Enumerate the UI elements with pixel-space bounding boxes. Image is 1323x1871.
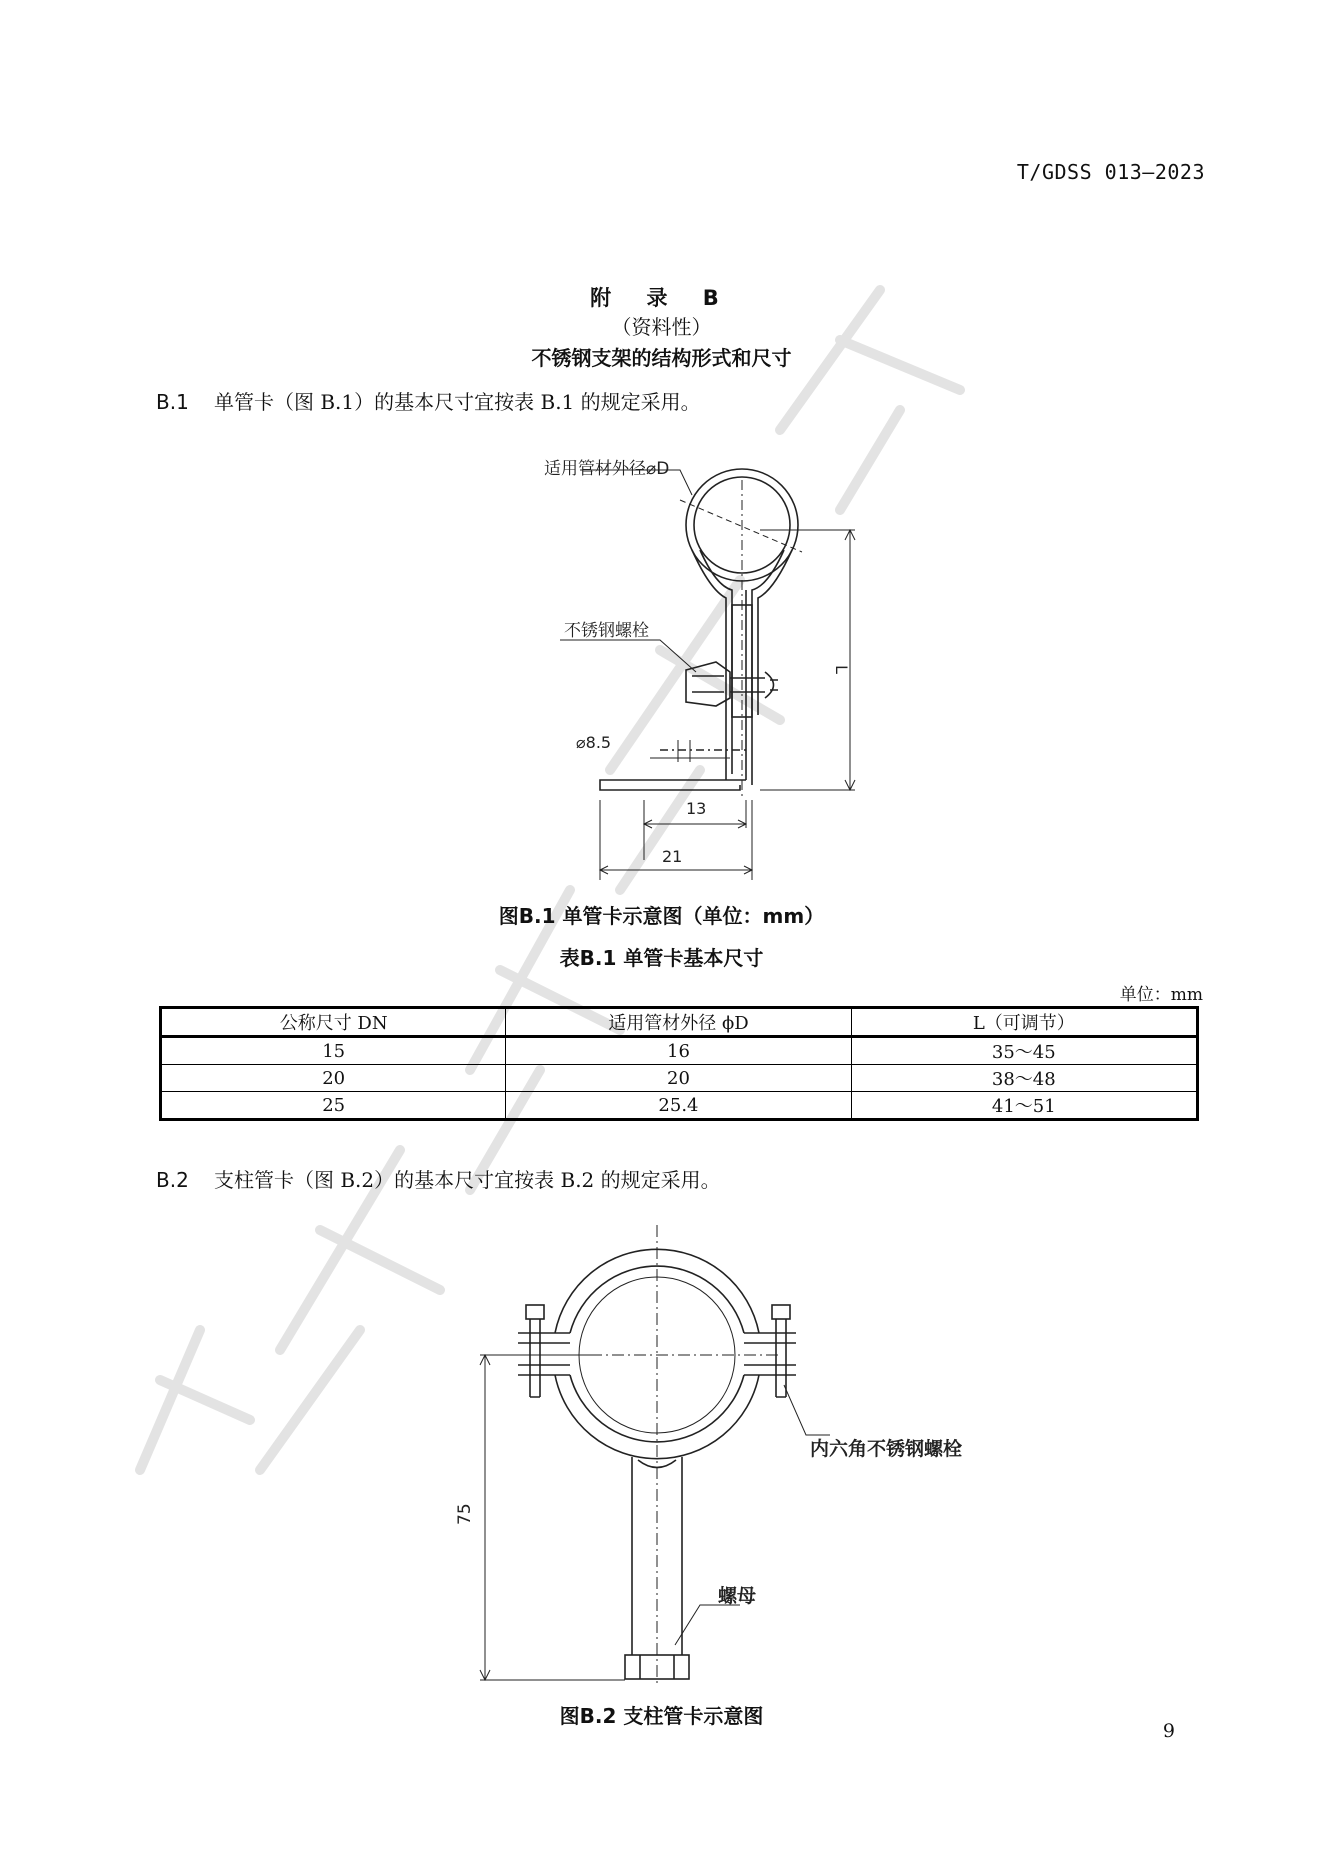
table-cell: 38～48 [851,1065,1197,1092]
table-b1-unit: 单位：mm [1119,985,1203,1005]
table-cell: 16 [506,1037,851,1065]
table-cell: 15 [161,1037,506,1065]
table-header-od: 适用管材外径 ϕD [506,1008,851,1037]
table-row [161,1037,1198,1065]
table-row [161,1065,1198,1092]
table-b1-caption: 表B.1 单管卡基本尺寸 [559,946,764,970]
table-cell: 25 [161,1092,506,1120]
figure-b1-caption: 图B.1 单管卡示意图（单位：mm） [498,904,825,928]
appendix-heading: 附 录 B [590,286,733,310]
document-code: T/GDSS 013—2023 [1016,160,1205,184]
appendix-title: 不锈钢支架的结构形式和尺寸 [531,346,792,370]
table-cell: 20 [161,1065,506,1092]
label-nut: 螺母 [718,1585,757,1607]
figure-b2-caption: 图B.2 支柱管卡示意图 [559,1704,764,1728]
section-b2-number: B.2 [156,1168,189,1192]
dim-75: 75 [455,1503,475,1525]
label-pipe-od: 适用管材外径⌀D [544,459,670,479]
table-header-l: L（可调节） [851,1008,1197,1037]
page-number: 9 [1162,1720,1175,1742]
table-cell: 25.4 [506,1092,851,1120]
dim-21: 21 [662,847,683,866]
appendix-nature: （资料性） [611,315,712,339]
label-bolt: 不锈钢螺栓 [564,621,649,641]
figure-b2-drawing [455,1225,980,1685]
section-b1-text: 单管卡（图 B.1）的基本尺寸宜按表 B.1 的规定采用。 [214,390,701,414]
table-header-row [161,1008,1198,1037]
section-b2-text: 支柱管卡（图 B.2）的基本尺寸宜按表 B.2 的规定采用。 [214,1168,721,1192]
table-cell: 35～45 [851,1037,1197,1065]
table-b1 [159,1006,1199,1121]
dim-hole: ⌀8.5 [576,733,612,752]
section-b1 [156,386,701,415]
dim-L: L [832,665,851,674]
label-hex-bolt: 内六角不锈钢螺栓 [810,1438,963,1460]
table-cell: 41～51 [851,1092,1197,1120]
section-b1-number: B.1 [156,390,189,414]
table-cell: 20 [506,1065,851,1092]
section-b2 [156,1164,721,1193]
table-row [161,1092,1198,1120]
figure-b1-drawing [520,440,900,880]
table-header-dn: 公称尺寸 DN [161,1008,506,1037]
dim-13: 13 [686,799,707,818]
